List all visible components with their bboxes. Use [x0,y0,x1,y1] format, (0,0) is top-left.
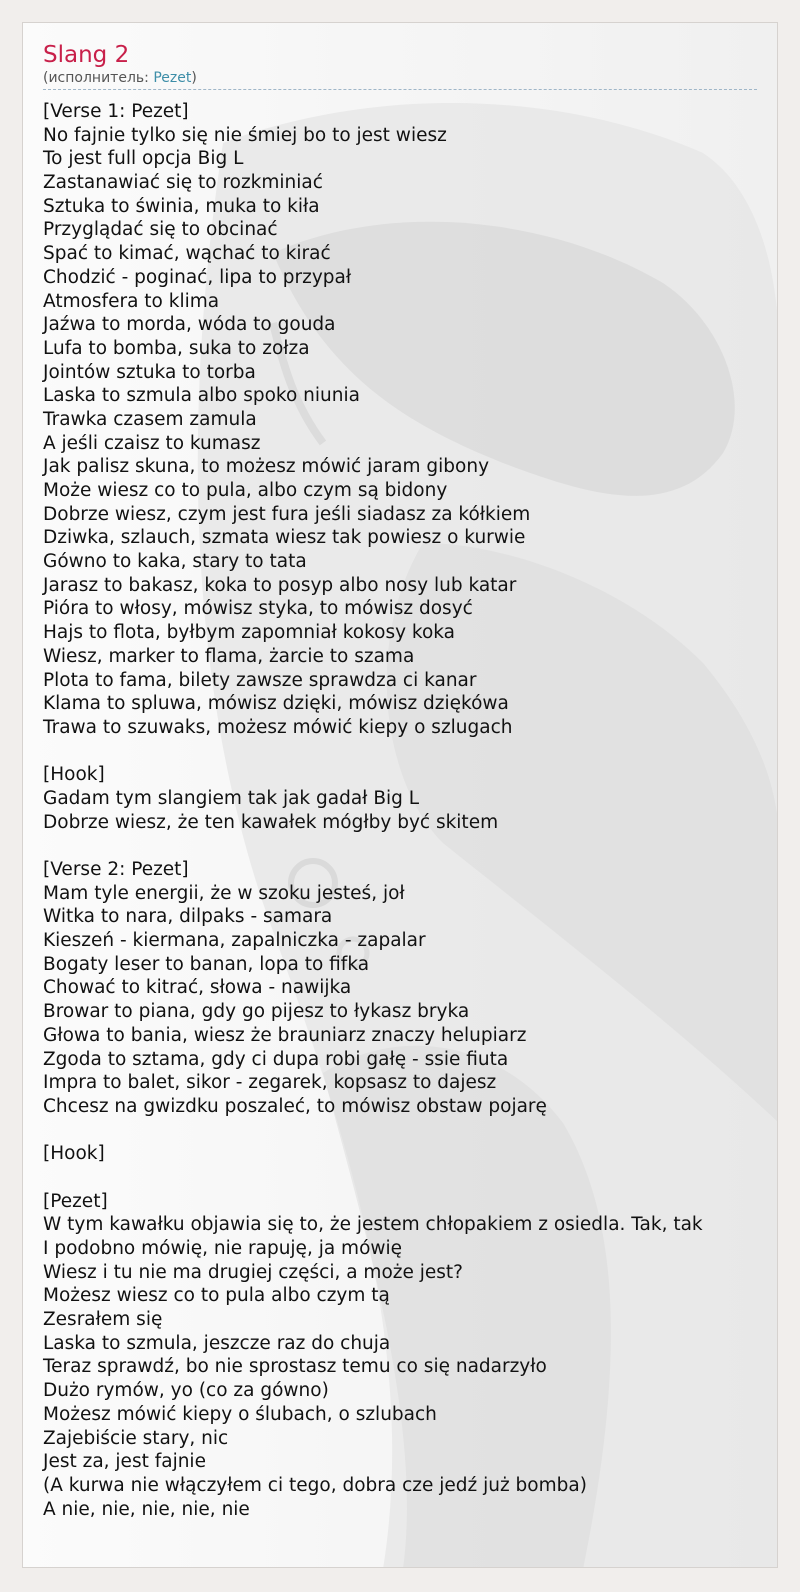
lyrics-line: Mam tyle energii, że w szoku jesteś, joł [43,882,405,904]
lyrics-line: Dobrze wiesz, czym jest fura jeśli siadasz za kółkiem [43,503,531,525]
lyrics-line: Teraz sprawdź, bo nie sprostasz temu co się nadarzyło [43,1356,547,1378]
lyrics-line: Laska to szmula, jeszcze raz do chuja [43,1332,391,1354]
performer-prefix: (исполнитель: [43,70,154,86]
lyrics-line: Dobrze wiesz, że ten kawałek mógłby być skitem [43,811,499,833]
lyrics-line: [Verse 2: Pezet] [43,859,189,880]
performer-suffix: ) [191,70,197,86]
lyrics-sheet [22,22,778,1568]
lyrics-line: [Hook] [43,764,105,786]
lyrics-blank-line [43,1166,757,1190]
lyrics-line: Lufa to bomba, suka to zołza [43,337,310,359]
lyrics-line: Wiesz, marker to flama, żarcie to szama [43,645,415,667]
lyrics-line: [Pezet] [43,1190,108,1212]
lyrics-line: Chować to kitrać, słowa - nawijka [43,977,352,999]
lyrics-line: Przyglądać się to obcinać [43,219,278,241]
lyrics-line: W tym kawałku objawia się to, że jestem chłopakiem z osiedla. Tak, tak [43,1214,703,1236]
lyrics-line: Laska to szmula albo spoko niunia [43,385,360,407]
lyrics-line: Hajs to flota, byłbym zapomniał kokosy koka [43,622,456,644]
lyrics-line: Jaźwa to morda, wóda to gouda [43,314,336,336]
lyrics-line: No fajnie tylko się nie śmiej bo to jest wiesz [43,124,447,146]
lyrics-line: Bogaty leser to banan, lopa to fifka [43,953,370,975]
lyrics-line: Jest za, jest fajnie [43,1451,206,1473]
lyrics-blank-line [43,740,757,764]
lyrics-content [23,23,777,1521]
lyrics-line: A jeśli czaisz to kumasz [43,432,261,454]
lyrics-line: Zgoda to sztama, gdy ci dupa robi gałę - ssie fiuta [43,1048,509,1070]
lyrics-line: Zesrałem się [43,1309,163,1331]
lyrics-line: Spać to kimać, wąchać to kirać [43,243,331,265]
lyrics-line: A nie, nie, nie, nie, nie [43,1498,250,1520]
lyrics-line: Możesz mówić kiepy o ślubach, o szlubach [43,1403,437,1425]
lyrics-line: Pióra to włosy, mówisz styka, to mówisz dosyć [43,598,473,620]
lyrics-line: Chcesz na gwizdku poszaleć, to mówisz obstaw pojarę [43,1095,547,1117]
lyrics-body [43,100,757,1521]
performer-link[interactable]: Pezet [153,70,192,86]
lyrics-line: Sztuka to świnia, muka to kiła [43,195,320,217]
lyrics-line: Zastanawiać się to rozkminiać [43,172,323,194]
lyrics-line: Dużo rymów, yo (co za gówno) [43,1380,329,1402]
lyrics-line: Kieszeń - kiermana, zapalniczka - zapalar [43,930,426,952]
song-title: Slang 2 [43,42,130,68]
lyrics-line: Jarasz to bakasz, koka to posyp albo nosy lub katar [43,574,517,596]
lyrics-line: Zajebiście stary, nic [43,1427,229,1449]
lyrics-line: Może wiesz co to pula, albo czym są bidony [43,480,448,501]
lyrics-line: Impra to balet, sikor - zegarek, kopsasz to dajesz [43,1072,497,1094]
lyrics-line: Chodzić - poginać, lipa to przypał [43,266,352,288]
lyrics-line: Browar to piana, gdy go pijesz to łykasz bryka [43,1001,470,1023]
lyrics-line: Wiesz i tu nie ma drugiej części, a może jest? [43,1261,463,1283]
lyrics-line: [Hook] [43,1143,105,1165]
lyrics-line: To jest full opcja Big L [43,148,244,170]
lyrics-line: Gówno to kaka, stary to tata [43,551,307,573]
lyrics-line: Możesz wiesz co to pula albo czym tą [43,1285,390,1307]
lyrics-line: [Verse 1: Pezet] [43,101,189,122]
lyrics-line: Jak palisz skuna, to możesz mówić jaram gibony [43,456,490,478]
lyrics-line: Dziwka, szlauch, szmata wiesz tak powiesz o kurwie [43,527,526,549]
lyrics-line: Głowa to bania, wiesz że brauniarz znaczy helupiarz [43,1024,527,1046]
lyrics-line: Trawka czasem zamula [43,408,257,430]
lyrics-line: (A kurwa nie włączyłem ci tego, dobra cze jedź już bomba) [43,1474,587,1496]
lyrics-blank-line [43,834,757,858]
performer-line [43,69,757,90]
lyrics-line: I podobno mówię, nie rapuję, ja mówię [43,1238,403,1259]
lyrics-line: Gadam tym slangiem tak jak gadał Big L [43,787,420,809]
lyrics-line: Witka to nara, dilpaks - samara [43,906,333,928]
lyrics-line: Plota to fama, bilety zawsze sprawdza ci kanar [43,669,477,691]
lyrics-line: Trawa to szuwaks, możesz mówić kiepy o szlugach [43,716,513,738]
lyrics-line: Jointów sztuka to torba [43,361,256,383]
lyrics-blank-line [43,1119,757,1143]
lyrics-line: Atmosfera to klima [43,290,220,312]
lyrics-line: Klama to spluwa, mówisz dzięki, mówisz dziękówa [43,693,509,715]
